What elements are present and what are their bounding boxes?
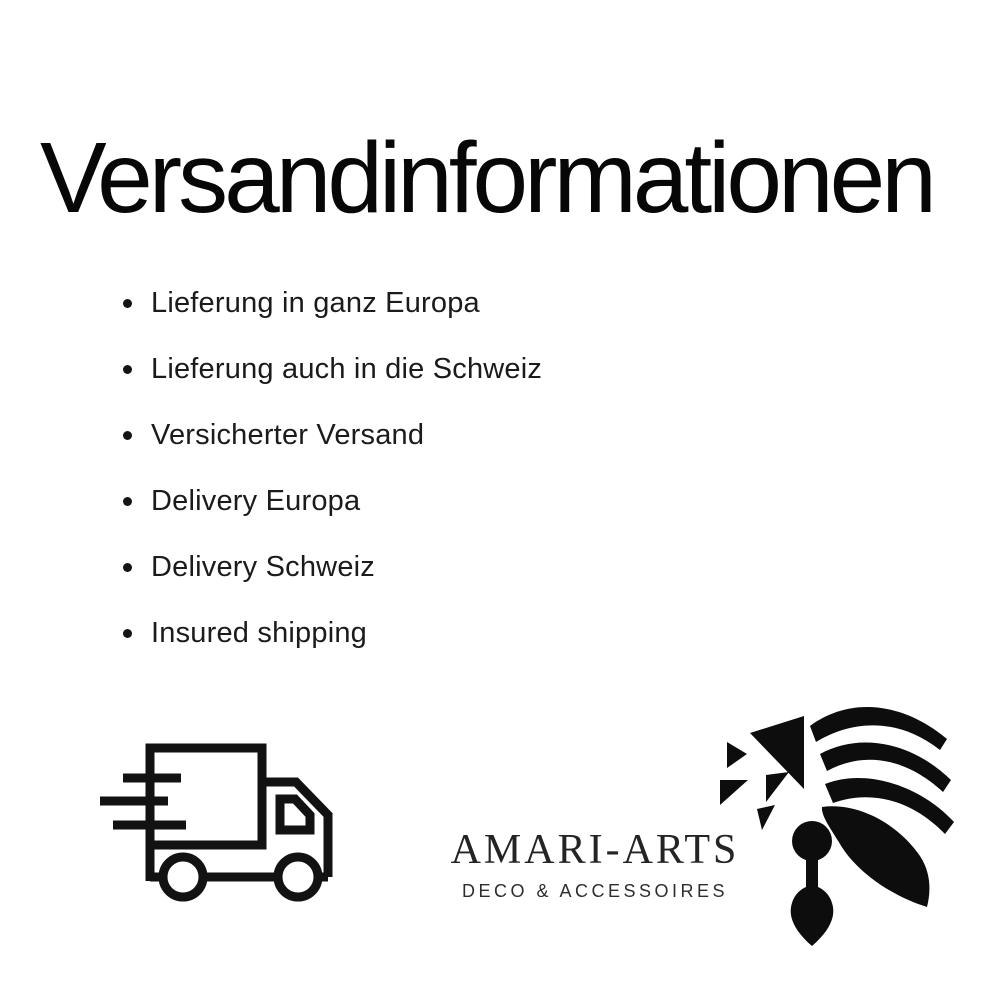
logo-feather-large <box>822 806 930 907</box>
logo-triangle <box>727 742 747 768</box>
page-title: Versandinformationen <box>40 122 933 234</box>
list-item <box>123 552 542 583</box>
list-item-label: Delivery Schweiz <box>151 551 375 583</box>
logo-triangle <box>720 780 748 805</box>
brand-name: AMARI-ARTS <box>450 827 740 873</box>
shipping-list <box>123 288 542 684</box>
list-item <box>123 420 542 451</box>
list-item <box>123 486 542 517</box>
truck-window <box>280 799 310 830</box>
logo-head-circle <box>792 821 832 861</box>
bullet-icon <box>123 497 132 506</box>
bullet-icon <box>123 299 132 308</box>
bullet-icon <box>123 563 132 572</box>
delivery-truck-icon <box>95 735 345 905</box>
list-item-label: Lieferung auch in die Schweiz <box>151 353 543 385</box>
truck-wheel-icon <box>278 857 318 897</box>
bullet-icon <box>123 629 132 638</box>
brand-tagline: DECO & ACCESSOIRES <box>461 881 729 901</box>
list-item-label: Delivery Europa <box>151 485 361 517</box>
list-item-label: Insured shipping <box>151 617 368 649</box>
logo-triangle <box>766 772 789 802</box>
logo-triangle <box>757 805 775 830</box>
list-item <box>123 618 542 649</box>
bullet-icon <box>123 431 132 440</box>
logo-pendant <box>791 859 834 946</box>
bullet-icon <box>123 365 132 374</box>
headdress-logo-icon <box>700 690 980 970</box>
list-item <box>123 354 542 385</box>
list-item-label: Lieferung in ganz Europa <box>151 287 480 319</box>
truck-wheel-icon <box>163 857 203 897</box>
list-item-label: Versicherter Versand <box>151 419 425 451</box>
list-item <box>123 288 542 319</box>
